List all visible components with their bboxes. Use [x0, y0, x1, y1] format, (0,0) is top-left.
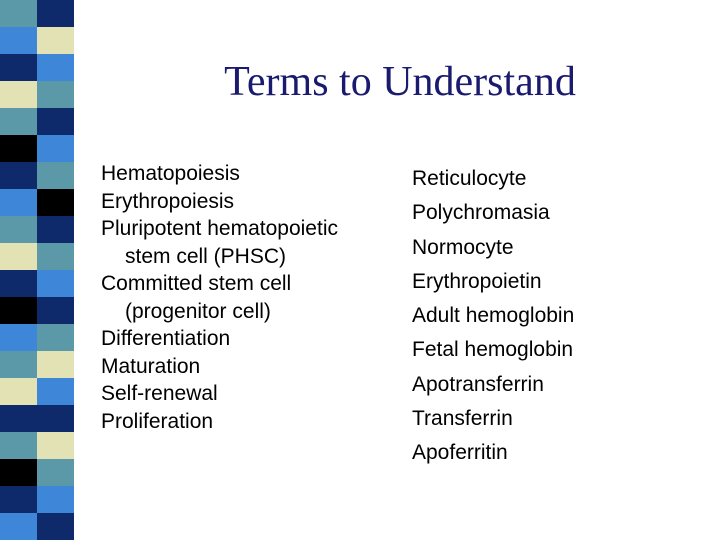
stripe-block	[0, 243, 37, 270]
stripe-block	[0, 378, 37, 405]
term-text: Hematopoiesis	[101, 162, 240, 185]
stripe-block	[0, 54, 37, 81]
right-term-item: Reticulocyte	[412, 167, 527, 190]
stripe-block	[0, 27, 37, 54]
stripe-block	[0, 432, 37, 459]
stripe-column-right	[37, 0, 74, 540]
stripe-block	[37, 351, 74, 378]
term-text: Maturation	[101, 354, 201, 378]
stripe-block	[0, 459, 37, 486]
stripe-block	[0, 324, 37, 351]
stripe-block	[37, 162, 74, 189]
stripe-block	[37, 486, 74, 513]
left-term-item	[101, 353, 401, 381]
stripe-block	[37, 324, 74, 351]
left-term-list	[101, 160, 401, 435]
stripe-block	[37, 432, 74, 459]
stripe-block	[37, 243, 74, 270]
right-term-item: Adult hemoglobin	[412, 304, 575, 328]
stripe-block	[37, 189, 74, 216]
stripe-block	[0, 108, 37, 135]
stripe-block	[0, 513, 37, 540]
stripe-block	[37, 216, 74, 243]
right-term-list	[412, 162, 712, 471]
left-term-item	[101, 325, 401, 353]
stripe-block	[0, 351, 37, 378]
stripe-block	[0, 162, 37, 189]
term-text: Committed stem cell	[101, 272, 292, 295]
left-term-item	[101, 408, 401, 436]
term-text: Pluripotent hematopoietic	[101, 217, 338, 240]
stripe-block	[0, 0, 37, 27]
left-term-item	[101, 215, 401, 270]
stripe-block	[37, 405, 74, 432]
right-term-item: Apotransferrin	[412, 372, 544, 396]
term-text: Differentiation	[101, 327, 231, 350]
right-term-item: Transferrin	[412, 407, 513, 431]
stripe-block	[37, 81, 74, 108]
right-term-item: Polychromasia	[412, 201, 550, 225]
stripe-block	[0, 270, 37, 297]
stripe-block	[37, 459, 74, 486]
right-term-item: Normocyte	[412, 235, 514, 259]
stripe-block	[0, 297, 37, 324]
stripe-block	[37, 135, 74, 162]
stripe-block	[37, 54, 74, 81]
left-term-item	[101, 160, 401, 188]
stripe-block	[37, 27, 74, 54]
stripe-block	[0, 189, 37, 216]
term-text: Self-renewal	[101, 382, 218, 405]
left-term-item	[101, 380, 401, 408]
stripe-block	[0, 135, 37, 162]
right-term-item: Fetal hemoglobin	[412, 338, 574, 362]
left-term-item	[101, 188, 401, 216]
term-text: Erythropoiesis	[101, 189, 235, 213]
stripe-block	[37, 270, 74, 297]
left-term-item	[101, 270, 401, 325]
stripe-block	[0, 81, 37, 108]
stripe-block	[37, 108, 74, 135]
term-continuation: stem cell (PHSC)	[125, 244, 287, 268]
stripe-block	[37, 0, 74, 27]
stripe-block	[37, 297, 74, 324]
right-term-item: Erythropoietin	[412, 269, 542, 293]
slide-title: Terms to Understand	[224, 59, 576, 105]
right-term-item: Apoferritin	[412, 441, 508, 465]
term-text: Proliferation	[101, 409, 214, 433]
stripe-block	[0, 216, 37, 243]
stripe-block	[0, 486, 37, 513]
stripe-block	[37, 378, 74, 405]
term-continuation: (progenitor cell)	[125, 299, 271, 323]
stripe-block	[0, 405, 37, 432]
stripe-column-left	[0, 0, 37, 540]
decorative-stripe	[0, 0, 74, 540]
stripe-block	[37, 513, 74, 540]
